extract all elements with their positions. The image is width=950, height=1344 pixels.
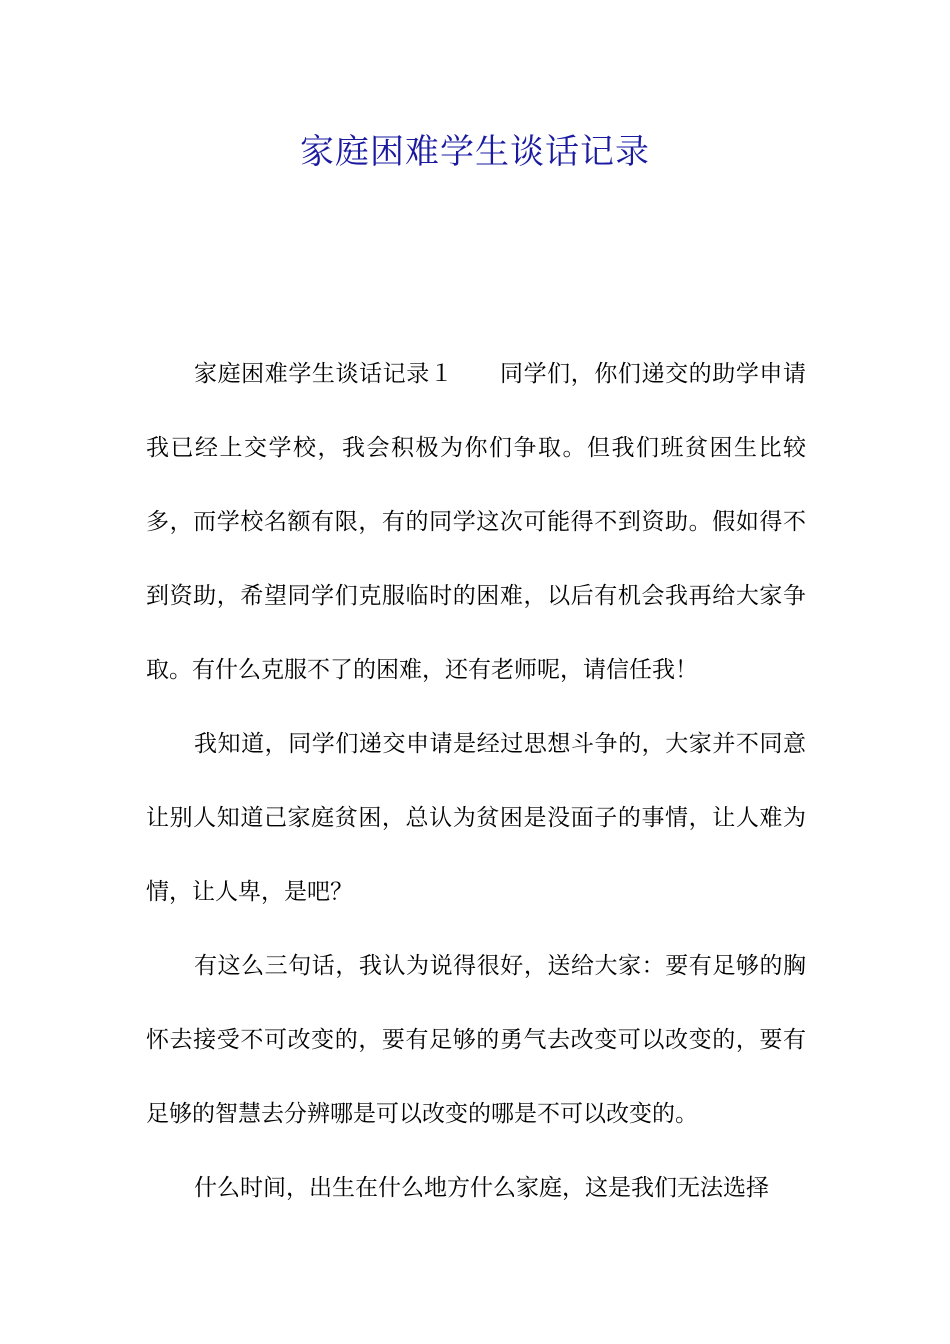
paragraph-text: 同学们，你们递交的助学申请我已经上交学校，我会积极为你们争取。但我们班贫困生比较多，而学校名额有限，有的同学这次可能得不到资助。假如得不到资助，希望同学们克服临时的困难，以后有机会我再给大家争取。有什么克服不了的困难，还有老师呢，请信任我！ (146, 361, 807, 683)
paragraph-1 (146, 337, 806, 707)
paragraph-4: 什么时间，出生在什么地方什么家庭，这是我们无法选择 (194, 1175, 769, 1201)
paragraph-2: 我知道，同学们递交申请是经过思想斗争的，大家并不同意让别人知道己家庭贫困，总认为贫困是没面子的事情，让人难为情，让人卑，是吧？ (146, 731, 806, 905)
paragraph-3: 有这么三句话，我认为说得很好，送给大家：要有足够的胸怀去接受不可改变的，要有足够的勇气去改变可以改变的，要有足够的智慧去分辨哪是可以改变的哪是不可以改变的。 (146, 953, 806, 1127)
document-body (146, 337, 806, 1225)
section-heading: 家庭困难学生谈话记录１ (194, 361, 454, 387)
document-title: 家庭困难学生谈话记录 (300, 132, 650, 172)
